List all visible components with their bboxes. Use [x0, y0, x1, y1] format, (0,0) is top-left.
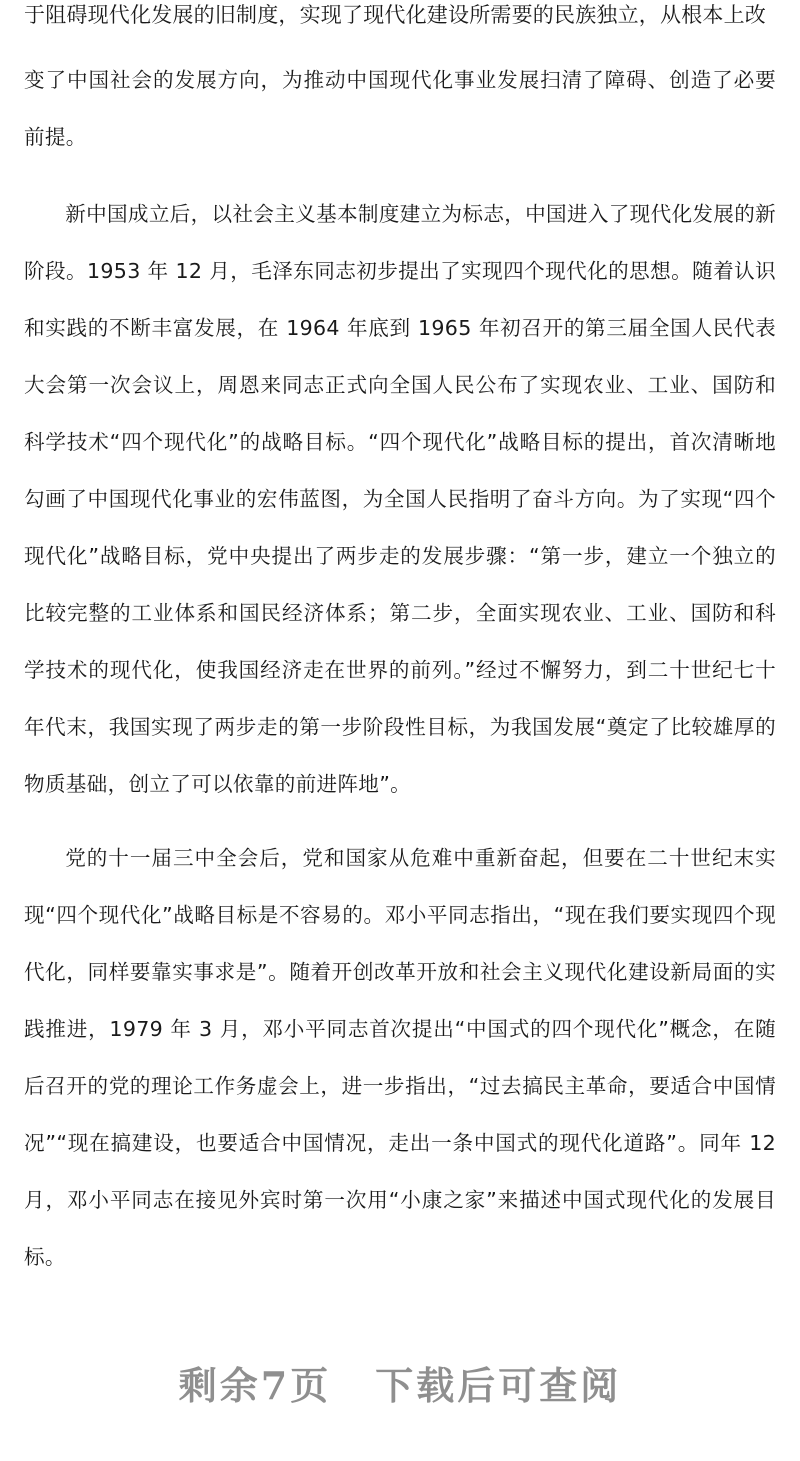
paragraph-new-china: 新中国成立后，以社会主义基本制度建立为标志，中国进入了现代化发展的新阶段。1953 年 12 月，毛泽东同志初步提出了实现四个现代化的思想。随着认识和实践的不断丰富发展，在 1964 年底到 1965 年初召开的第三届全国人民代表大会第一次会议上，周恩来同志正式向全国人民公布了实现农业、工业、国防和科学技术“四个现代化”的战略目标。“四个现代化”战略目标的提出，首次清晰地勾画了中国现代化事业的宏伟蓝图，为全国人民指明了奋斗方向。为了实现“四个现代化”战略目标，党中央提出了两步走的发展步骤：“第一步，建立一个独立的比较完整的工业体系和国民经济体系；第二步，全面实现农业、工业、国防和科学技术的现代化，使我国经济走在世界的前列。”经过不懈努力，到二十世纪七十年代末，我国实现了两步走的第一步阶段性目标，为我国发展“奠定了比较雄厚的物质基础，创立了可以依靠的前进阵地”。 [24, 202, 776, 796]
download-hint-label: 下载后可查阅 [375, 1363, 622, 1408]
partial-top-line: 于阻碍现代化发展的旧制度，实现了现代化建设所需要的民族独立，从根本上改 [24, 3, 766, 27]
paragraph-continuation: 变了中国社会的发展方向，为推动中国现代化事业发展扫清了障碍、创造了必要前提。 [24, 68, 776, 149]
remaining-pages-label: 剩余7页 [178, 1363, 332, 1408]
paragraph-reform: 党的十一届三中全会后，党和国家从危难中重新奋起，但要在二十世纪末实现“四个现代化”战略目标是不容易的。邓小平同志指出，“现在我们要实现四个现代化，同样要靠实事求是”。随着开创改革开放和社会主义现代化建设新局面的实践推进，1979 年 3 月，邓小平同志首次提出“中国式的四个现代化”概念，在随后召开的党的理论工作务虚会上，进一步指出，“过去搞民主革命，要适合中国情况”“现在搞建设，也要适合中国情况，走出一条中国式的现代化道路”。同年 12 月，邓小平同志在接见外宾时第一次用“小康之家”来描述中国式现代化的发展目标。 [24, 846, 776, 1269]
download-banner[interactable] [0, 1355, 800, 1410]
